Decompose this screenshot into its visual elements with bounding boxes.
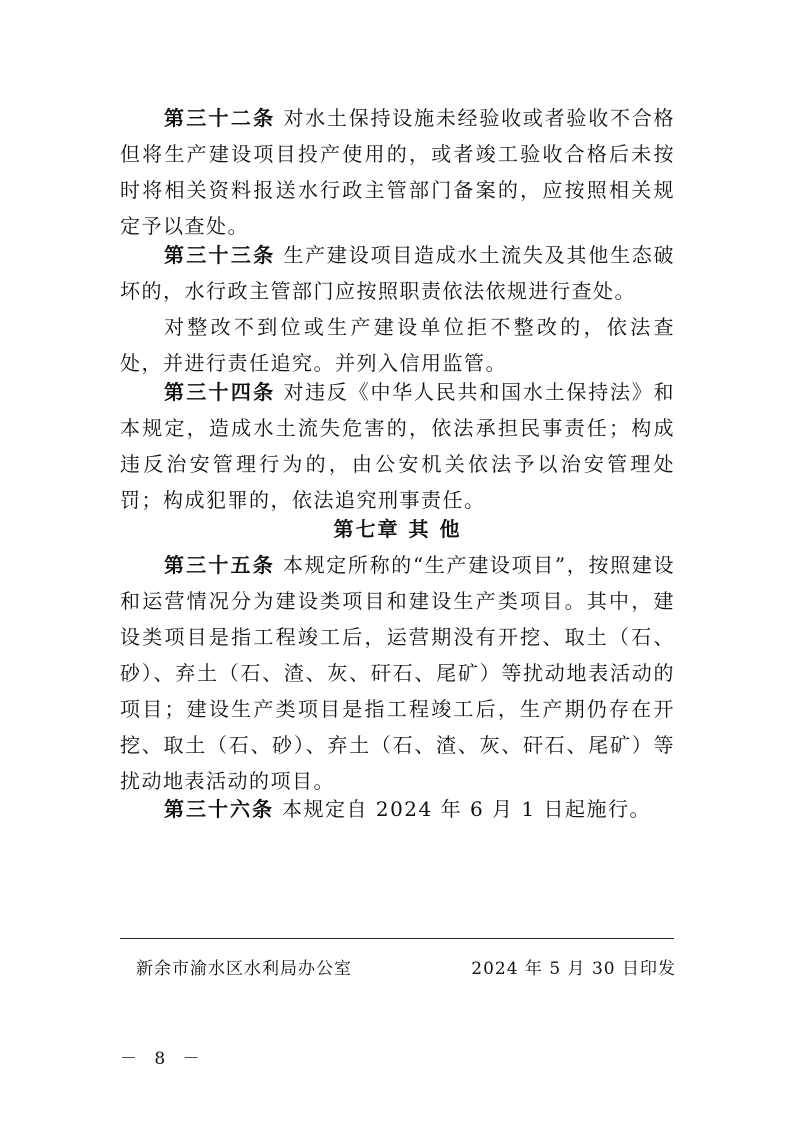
article-34 (120, 374, 675, 518)
article-33 (120, 237, 675, 309)
article-text: 本规定所称的“生产建设项目”，按照建设和运营情况分为建设类项目和建设生产类项目。其中，建设类项目是指工程竣工后，运营期没有开挖、取土（石、砂）、弃土（石、渣、灰、矸石、尾矿）等扰动地表活动的项目；建设生产类项目是指工程竣工后，生产期仍存在开挖、取土（石、砂）、弃土（石、渣、灰、矸石、尾矿）等扰动地表活动的项目。 (120, 553, 676, 793)
article-text: 对水土保持设施未经验收或者验收不合格但将生产建设项目投产使用的，或者竣工验收合格后未按时将相关资料报送水行政主管部门备案的，应按照相关规定予以查处。 (120, 106, 676, 238)
imprint-divider (120, 938, 674, 939)
imprint-date: 2024 年 5 月 30 日印发 (471, 959, 676, 979)
page-number: － 8 － (120, 1049, 206, 1069)
article-35 (120, 547, 675, 799)
article-label: 第三十五条 (164, 553, 275, 577)
article-text: 生产建设项目造成水土流失及其他生态破坏的，水行政主管部门应按照职责依法依规进行查处。 (120, 243, 676, 303)
article-label: 第三十四条 (164, 380, 276, 404)
article-text: 对违反《中华人民共和国水土保持法》和本规定，造成水土流失危害的，依法承担民事责任；构成违反治安管理行为的，由公安机关依法予以治安管理处罚；构成犯罪的，依法追究刑事责任。 (120, 380, 676, 512)
article-text: 本规定自 2024 年 6 月 1 日起施行。 (282, 797, 651, 821)
article-label: 第三十三条 (164, 243, 276, 267)
imprint-line (136, 954, 676, 979)
article-label: 第三十二条 (164, 106, 276, 130)
article-label: 第三十六条 (164, 797, 274, 821)
article-33-paragraph-2 (120, 309, 675, 381)
chapter-title: 第七章 其 他 (333, 517, 462, 541)
paragraph-text: 对整改不到位或生产建设单位拒不整改的，依法查处，并进行责任追究。并列入信用监管。 (120, 315, 675, 375)
article-32 (120, 100, 675, 244)
article-36 (120, 791, 675, 827)
imprint-issuer: 新余市渝水区水利局办公室 (136, 959, 352, 979)
